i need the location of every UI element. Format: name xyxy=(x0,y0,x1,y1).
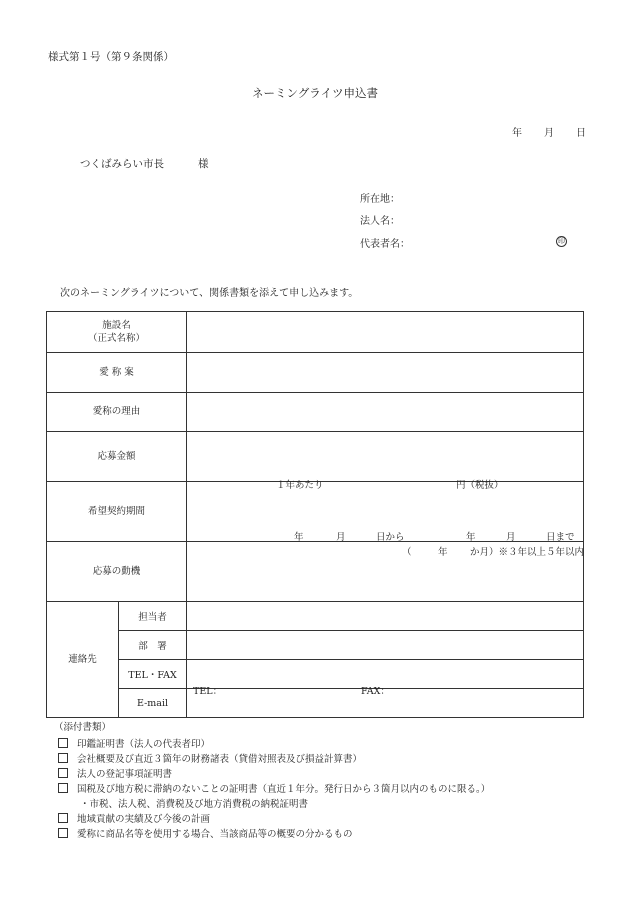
reason-label: 愛称の理由 xyxy=(47,393,187,432)
dept-label: 部 署 xyxy=(119,631,187,660)
attachment-item: 愛称に商品名等を使用する場合、当該商品等の概要の分かるもの xyxy=(58,826,353,840)
facility-name-label-2: （正式名称） xyxy=(87,333,145,344)
attachment-item: 印鑑証明書（法人の代表者印） xyxy=(58,736,210,750)
attachment-item: 地域貢献の実績及び今後の計画 xyxy=(58,811,210,825)
amount-field[interactable] xyxy=(187,432,584,491)
period-label: 希望契約期間 xyxy=(47,482,187,542)
seal-mark: 印 xyxy=(558,237,565,245)
checkbox-icon[interactable] xyxy=(58,813,68,823)
telfax-label: TEL・FAX xyxy=(119,660,187,689)
facility-name-label xyxy=(47,312,187,353)
dept-field[interactable] xyxy=(187,631,584,660)
amount-row xyxy=(47,432,584,482)
period-end-day: 日まで xyxy=(546,531,575,543)
person-label: 担当者 xyxy=(119,602,187,631)
facility-name-field[interactable] xyxy=(187,312,584,353)
tel-label: TEL： xyxy=(193,686,223,697)
attachment-item: 会社概要及び直近３箇年の財務諸表（貸借対照表及び損益計算書） xyxy=(58,751,362,765)
period-field[interactable] xyxy=(187,482,585,558)
period-end-year: 年 xyxy=(466,531,476,543)
date-year: 年 xyxy=(512,128,522,139)
period-start-month: 月 xyxy=(336,531,346,543)
page-title: ネーミングライツ申込書 xyxy=(252,86,378,100)
contact-dept-row xyxy=(47,631,584,660)
address-label: 所在地： xyxy=(360,194,400,205)
period-duration-note: か月）※３年以上５年以内 xyxy=(470,546,585,558)
honorific: 様 xyxy=(198,158,209,170)
form-number: 様式第１号（第９条関係） xyxy=(48,51,174,63)
telfax-field[interactable] xyxy=(187,660,584,697)
representative-label: 代表者名： xyxy=(360,239,410,250)
nickname-field[interactable] xyxy=(187,353,584,393)
period-start-year: 年 xyxy=(294,531,304,543)
person-field[interactable] xyxy=(187,602,584,631)
contact-email-row xyxy=(47,689,584,718)
checkbox-icon[interactable] xyxy=(58,783,68,793)
reason-row xyxy=(47,393,584,432)
checkbox-icon[interactable] xyxy=(58,828,68,838)
period-row xyxy=(47,482,584,542)
facility-name-row xyxy=(47,312,584,353)
addressee: つくばみらい市長 xyxy=(80,158,164,170)
period-paren-open: （ xyxy=(402,546,412,558)
attachment-item: 国税及び地方税に滞納のないことの証明書（直近１年分。発行日から３箇月以内のものに限る。） xyxy=(58,781,490,795)
facility-name-label-1: 施設名 xyxy=(102,319,131,331)
period-end-month: 月 xyxy=(506,531,516,543)
date-day: 日 xyxy=(576,128,586,139)
checkbox-icon[interactable] xyxy=(58,768,68,778)
fax-label: FAX： xyxy=(361,686,390,697)
amount-per-year: １年あたり xyxy=(276,479,324,491)
corp-name-label: 法人名： xyxy=(360,216,400,227)
motive-label: 応募の動機 xyxy=(47,542,187,602)
application-table xyxy=(46,311,584,718)
contact-telfax-row xyxy=(47,660,584,689)
attachment-item: 法人の登記事項証明書 xyxy=(58,766,172,780)
amount-label: 応募金額 xyxy=(47,432,187,482)
reason-field[interactable] xyxy=(187,393,584,432)
checkbox-icon[interactable] xyxy=(58,753,68,763)
date-month: 月 xyxy=(544,128,554,139)
attachment-sub-item: ・市税、法人税、消費税及び地方消費税の納税証明書 xyxy=(80,799,309,810)
nickname-row xyxy=(47,353,584,393)
contact-person-row xyxy=(47,602,584,631)
intro-text: 次のネーミングライツについて、関係書類を添えて申し込みます。 xyxy=(60,288,359,299)
period-start-day: 日から xyxy=(376,531,405,543)
contact-label: 連絡先 xyxy=(47,602,119,718)
amount-unit: 円（税抜） xyxy=(456,479,504,491)
nickname-label: 愛 称 案 xyxy=(47,353,187,393)
checkbox-icon[interactable] xyxy=(58,738,68,748)
email-label: E-mail xyxy=(119,689,187,718)
attachments-header: （添付書類） xyxy=(54,722,112,733)
period-duration-year: 年 xyxy=(438,546,448,558)
